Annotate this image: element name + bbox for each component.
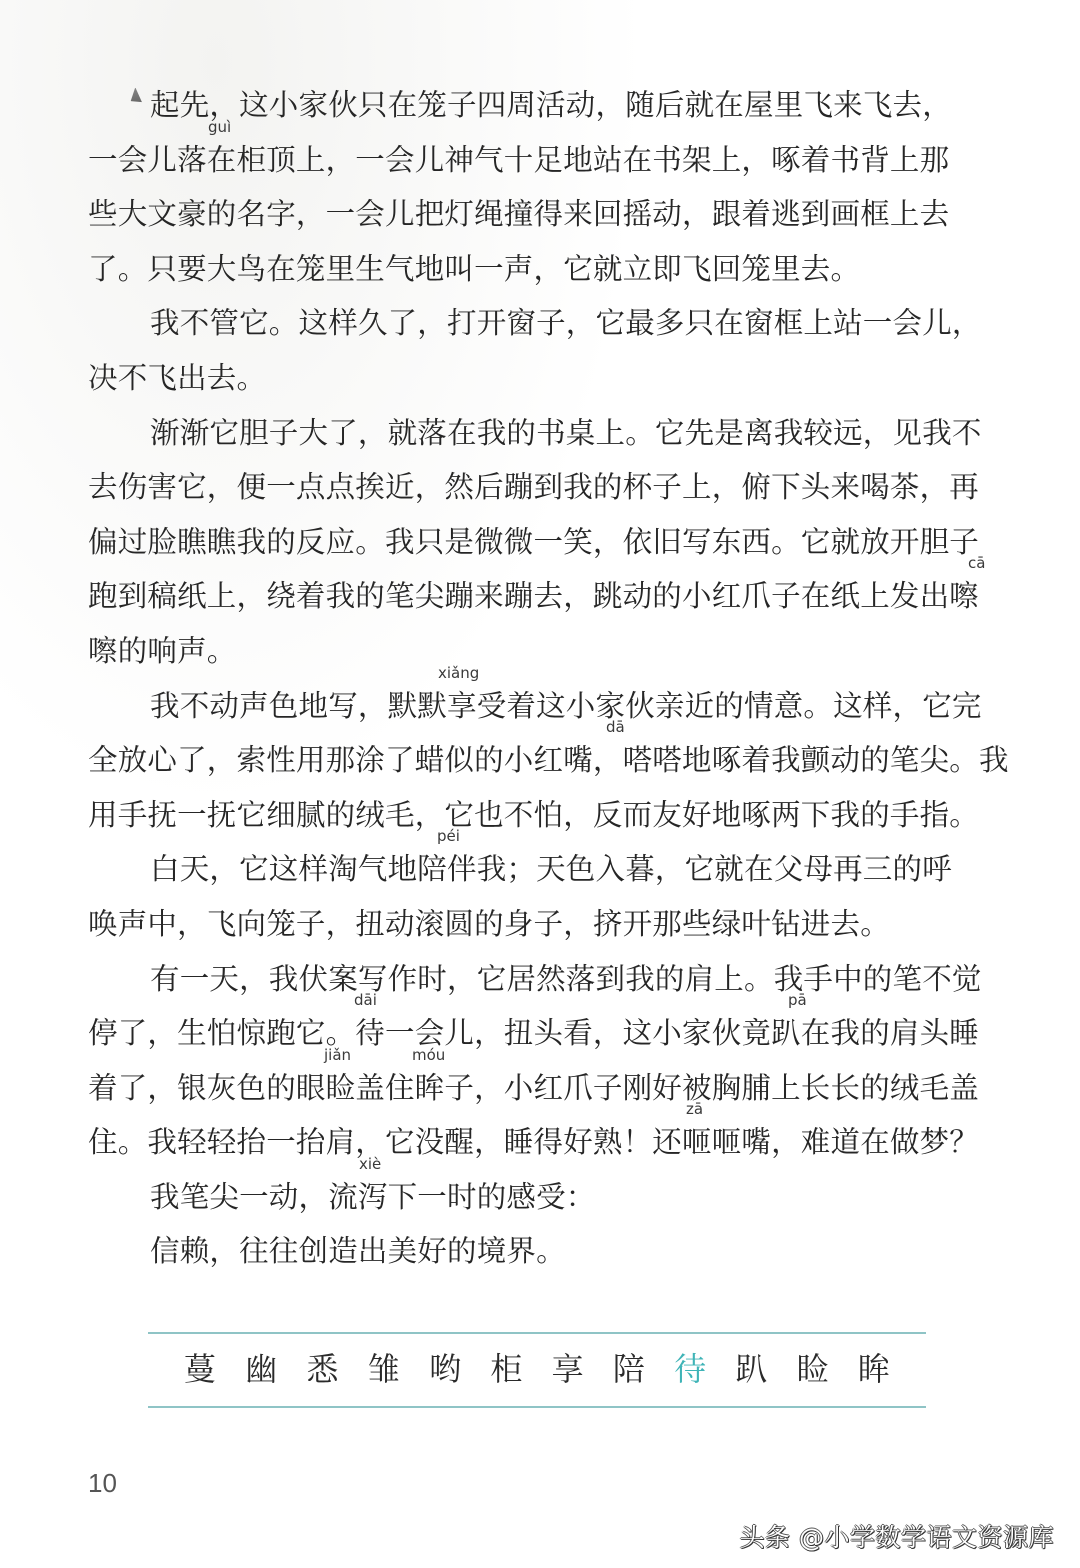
body-text [88, 78, 1009, 1279]
text-line [88, 1045, 998, 1119]
pinyin-annotation: péi [437, 827, 460, 846]
line-text: 全放心了，索性用那涂了蜡似的小红嘴，嗒嗒地啄着我颤动的笔尖。我 [88, 743, 1009, 778]
pinyin-annotation: pā [788, 991, 807, 1010]
text-line [88, 897, 998, 952]
line-text: 唤声中，飞向笼子，扭动滚圆的身子，挤开那些绿叶钻进去。 [88, 906, 890, 941]
line-text: 着了，银灰色的眼睑盖住眸子，小红爪子刚好被胸脯上长长的绒毛盖 [88, 1070, 980, 1105]
text-line [88, 296, 998, 351]
pinyin-annotation: xiè [359, 1154, 382, 1173]
vocab-char-highlighted: 待 [674, 1350, 707, 1388]
line-text: 决不飞出去。 [88, 360, 267, 395]
line-text: 嚓的响声。 [88, 633, 237, 668]
text-line [88, 351, 998, 406]
text-line [88, 718, 1009, 788]
text-line [88, 624, 998, 682]
line-text: 些大文豪的名字，一会儿把灯绳撞得来回摇动，跟着逃到画框上去 [88, 197, 950, 232]
line-text: 我不管它。这样久了，打开窗子，它最多只在窗框上站一会儿， [150, 306, 982, 341]
line-text: 起先，这小家伙只在笼子四周活动，随后就在屋里飞来飞去， [150, 88, 952, 122]
pinyin-annotation: dāi [354, 991, 377, 1010]
vocab-char: 享 [551, 1350, 584, 1388]
vocab-char: 哟 [429, 1350, 462, 1388]
vocab-char: 眸 [857, 1350, 890, 1388]
text-line [88, 117, 998, 188]
text-line [88, 554, 998, 624]
text-line [88, 460, 998, 515]
pinyin-annotation: guì [208, 117, 232, 136]
pinyin-annotation: móu [412, 1045, 446, 1064]
vocab-char: 雏 [367, 1350, 400, 1388]
text-line [88, 1100, 998, 1173]
pinyin-annotation: jiǎn [324, 1045, 352, 1064]
text-line [88, 663, 998, 737]
vocab-char: 蔓 [184, 1350, 217, 1388]
vocab-char: 幽 [245, 1350, 278, 1388]
vocab-char: 陪 [612, 1350, 645, 1388]
line-text: 了。只要大鸟在笼里生气地叫一声，它就立即飞回笼里去。 [88, 251, 861, 286]
line-text: 我笔尖一动，流泻下一时的感受： [150, 1179, 596, 1214]
text-line [88, 515, 998, 573]
pinyin-annotation: zā [686, 1100, 704, 1119]
watermark: 头条 @小学数学语文资源库 [739, 1523, 1054, 1552]
line-text: 渐渐它胆子大了，就落在我的书桌上。它先是离我较远，见我不 [150, 415, 982, 450]
line-text: 信赖，往往创造出美好的境界。 [150, 1234, 566, 1269]
vocab-char: 睑 [796, 1350, 829, 1388]
line-text: 白天，它这样淘气地陪伴我；天色入暮，它就在父母再三的呼 [150, 852, 952, 887]
pinyin-annotation: cā [968, 554, 986, 573]
line-text: 跑到稿纸上，绕着我的笔尖蹦来蹦去，跳动的小红爪子在纸上发出嚓 [88, 579, 980, 614]
pinyin-annotation: dā [606, 718, 625, 737]
text-line [88, 406, 998, 461]
pinyin-annotation: xiǎng [438, 663, 480, 682]
vocab-char: 趴 [735, 1350, 768, 1388]
line-text: 偏过脸瞧瞧我的反应。我只是微微一笑，依旧写东西。它就放开胆子 [88, 524, 980, 559]
text-line [88, 1224, 998, 1279]
text-line [88, 1154, 998, 1225]
line-text: 住。我轻轻抬一抬肩，它没醒，睡得好熟！还咂咂嘴，难道在做梦？ [88, 1125, 980, 1160]
line-text: 去伤害它，便一点点挨近，然后蹦到我的杯子上，俯下头来喝茶，再 [88, 470, 980, 505]
page-number: 10 [88, 1468, 117, 1498]
line-text: 我不动声色地写，默默享受着这小家伙亲近的情意。这样，它完 [150, 688, 982, 723]
text-line [88, 788, 998, 846]
vocabulary-strip [148, 1332, 926, 1408]
line-text: 有一天，我伏案写作时，它居然落到我的肩上。我手中的笔不觉 [150, 961, 982, 996]
text-line [88, 242, 998, 297]
text-line [88, 952, 998, 1010]
text-line [88, 187, 998, 242]
line-text: 停了，生怕惊跑它。待一会儿，扭头看，这小家伙竟趴在我的肩头睡 [88, 1016, 980, 1051]
line-text: 一会儿落在柜顶上，一会儿神气十足地站在书架上，啄着书背上那 [88, 142, 950, 177]
vocab-char: 悉 [306, 1350, 339, 1388]
text-line [88, 991, 998, 1064]
line-text: 用手抚一抚它细腻的绒毛，它也不怕，反而友好地啄两下我的手指。 [88, 797, 980, 832]
vocabulary-characters [184, 1347, 890, 1391]
vocab-char: 柜 [490, 1350, 523, 1388]
text-line [88, 827, 998, 897]
